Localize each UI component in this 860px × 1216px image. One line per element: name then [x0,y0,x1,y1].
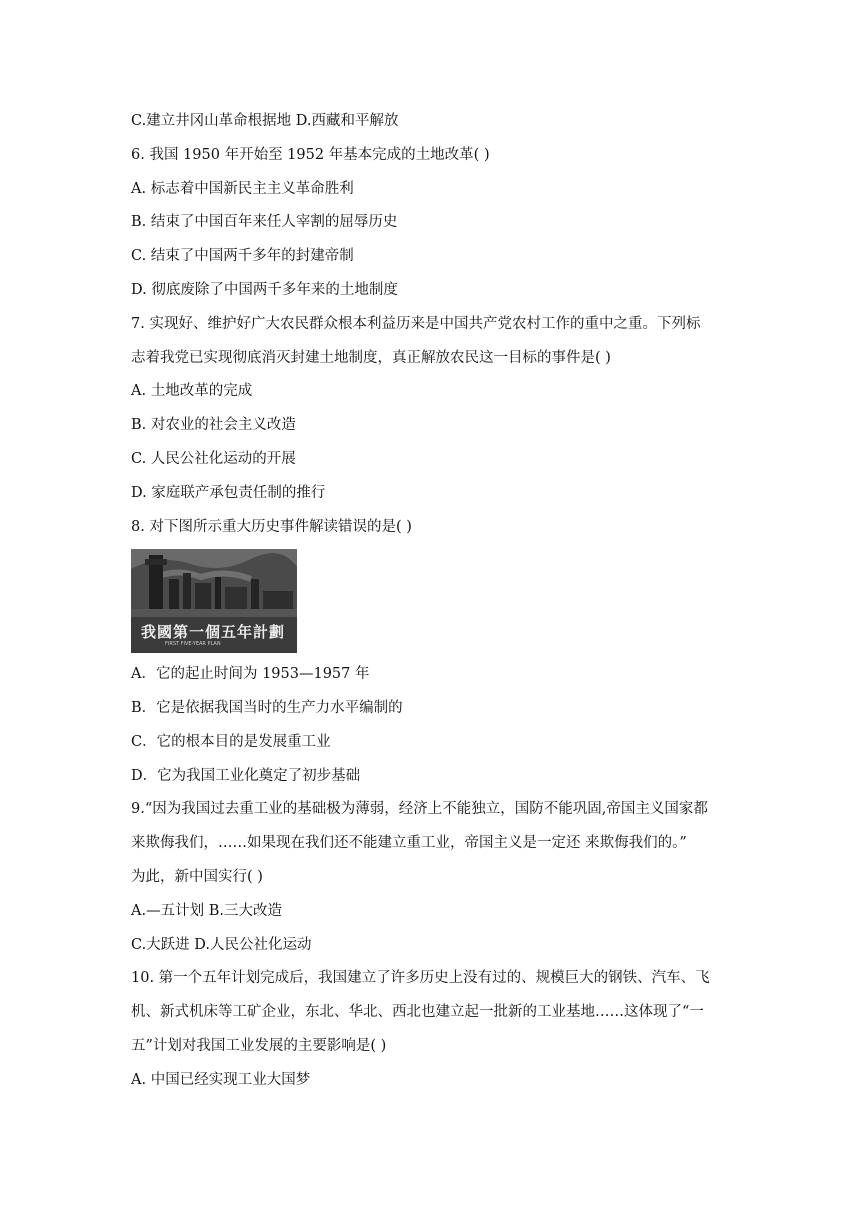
line-18: 来欺侮我们，……如果现在我们还不能建立重工业，帝国主义是一定还 来欺侮我们的。” [131,835,687,851]
line-3: B. 结束了中国百年来任人宰割的屈辱历史 [131,214,398,230]
line-25: A. 中国已经实现工业大国梦 [131,1072,311,1088]
line-0: C.建立井冈山革命根据地 D.西藏和平解放 [131,113,399,129]
line-9: B. 对农业的社会主义改造 [131,417,296,433]
line-15: C．它的根本目的是发展重工业 [131,734,331,750]
line-5: D. 彻底废除了中国两千多年来的土地制度 [131,282,398,298]
poster-subtitle: FIRST FIVE-YEAR PLAN [165,641,221,647]
line-16: D．它为我国工业化奠定了初步基础 [131,768,361,784]
line-17: 9.“因为我国过去重工业的基础极为薄弱，经济上不能独立，国防不能巩固,帝国主义国家都 [131,801,708,817]
line-4: C. 结束了中国两千多年的封建帝制 [131,248,354,264]
five-year-plan-poster [131,549,297,653]
line-11: D. 家庭联产承包责任制的推行 [131,485,326,501]
line-10: C. 人民公社化运动的开展 [131,451,296,467]
line-12: 8. 对下图所示重大历史事件解读错误的是( ) [131,519,412,535]
line-21: C.大跃进 D.人民公社化运动 [131,937,312,953]
line-19: 为此，新中国实行( ) [131,869,263,885]
poster-title: 我國第一個五年計劃 [141,623,286,641]
line-23: 机、新式机床等工矿企业，东北、华北、西北也建立起一批新的工业基地……这体现了“一 [131,1004,704,1020]
line-7: 志着我党已实现彻底消灭封建土地制度，真正解放农民这一目标的事件是( ) [131,350,611,366]
line-2: A. 标志着中国新民主主义革命胜利 [131,181,354,197]
line-13: A．它的起止时间为 1953—1957 年 [131,666,370,682]
line-22: 10. 第一个五年计划完成后，我国建立了许多历史上没有过的、规模巨大的钢铁、汽车、飞 [131,970,710,986]
line-8: A. 土地改革的完成 [131,383,253,399]
line-6: 7. 实现好、维护好广大农民群众根本利益历来是中国共产党农村工作的重中之重。下列标 [131,316,701,332]
line-20: A.—五计划 B.三大改造 [131,903,282,919]
line-1: 6. 我国 1950 年开始至 1952 年基本完成的土地改革( ) [131,147,490,163]
line-14: B．它是依据我国当时的生产力水平编制的 [131,700,403,716]
line-24: 五”计划对我国工业发展的主要影响是( ) [131,1038,387,1054]
